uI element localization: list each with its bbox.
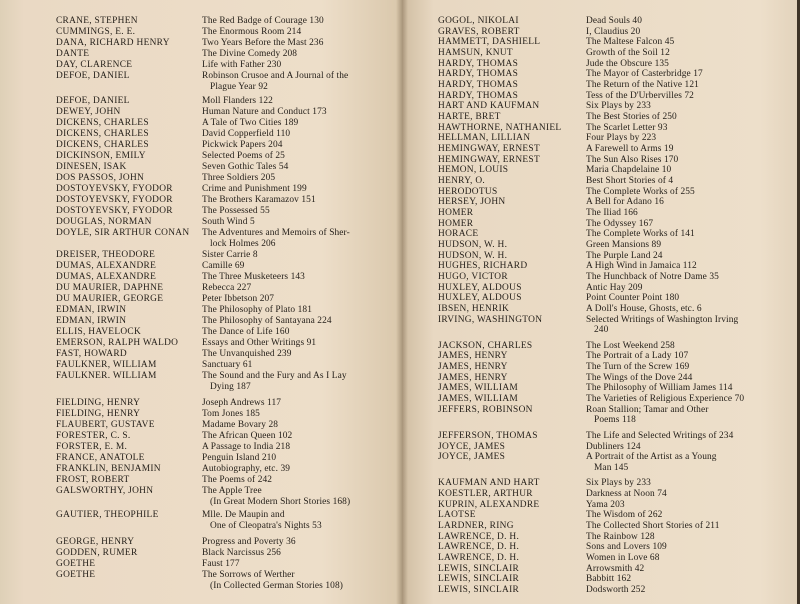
entry-title: Penguin Island 210 — [202, 453, 277, 463]
entry-title: The Sorrows of Werther — [202, 570, 295, 580]
entry-author: GEORGE, HENRY — [56, 537, 135, 547]
entry-title: The Sun Also Rises 170 — [586, 154, 679, 165]
entry-author: EDMAN, IRWIN — [56, 316, 127, 326]
entry-author: LEWIS, SINCLAIR — [438, 574, 520, 585]
entry-author: DOUGLAS, NORMAN — [56, 217, 152, 227]
entry-author: KAUFMAN AND HART — [438, 478, 540, 489]
entry-author: DOSTOYEVSKY, FYODOR — [56, 206, 173, 216]
entry-title: Two Years Before the Mast 236 — [202, 38, 324, 48]
entry-author: GOGOL, NIKOLAI — [438, 16, 519, 26]
entry-title: Progress and Poverty 36 — [202, 537, 296, 547]
entry-author: DU MAURIER, DAPHNE — [56, 283, 164, 293]
entry-author: DOSTOYEVSKY, FYODOR — [56, 184, 173, 194]
entry-title: The Brothers Karamazov 151 — [202, 195, 316, 205]
entry-title: Maria Chapdelaine 10 — [586, 165, 672, 176]
entry-author: GODDEN, RUMER — [56, 548, 138, 558]
entry-author: GRAVES, ROBERT — [438, 26, 520, 37]
entry-title: Jude the Obscure 135 — [586, 58, 669, 69]
entry-author: HAMMETT, DASHIELL — [438, 37, 541, 48]
entry-title: Dodsworth 252 — [586, 585, 646, 595]
entry-author: LAWRENCE, D. H. — [438, 531, 520, 542]
entry-author: EMERSON, RALPH WALDO — [56, 338, 179, 348]
entry-author: DU MAURIER, GEORGE — [56, 294, 164, 304]
entry-author: FRANCE, ANATOLE — [56, 453, 145, 463]
entry-title: Crime and Punishment 199 — [202, 184, 307, 194]
entry-author: GOETHE — [56, 559, 96, 569]
entry-title: The Portrait of a Lady 107 — [586, 351, 689, 362]
entry-author: FORSTER, E. M. — [56, 442, 128, 452]
entry-author: HUGHES, RICHARD — [438, 261, 528, 272]
entry-title: Seven Gothic Tales 54 — [202, 162, 289, 172]
entry-author: HAMSUN, KNUT — [438, 48, 513, 58]
entry-author: HOMER — [438, 207, 474, 218]
entry-title: The Complete Works of 255 — [586, 186, 695, 197]
entry-author: HARTE, BRET — [438, 112, 501, 122]
entry-author: IRVING, WASHINGTON — [438, 314, 543, 325]
entry-title-continuation: One of Cleopatra's Nights 53 — [210, 521, 322, 531]
entry-title: Moll Flanders 122 — [202, 96, 273, 106]
book-gutter — [396, 0, 408, 604]
entry-author: HERSEY, JOHN — [438, 197, 506, 208]
entry-title: Darkness at Noon 74 — [586, 489, 667, 499]
entry-title: A Tale of Two Cities 189 — [202, 118, 299, 128]
entry-title: Sanctuary 61 — [202, 360, 253, 370]
entry-author: LEWIS, SINCLAIR — [438, 585, 520, 595]
entry-title: The Scarlet Letter 93 — [586, 122, 668, 133]
entry-title: The Possessed 55 — [202, 206, 270, 216]
entry-title: The Poems of 242 — [202, 475, 273, 485]
right-page — [402, 0, 800, 604]
entry-title: The Wisdom of 262 — [586, 510, 663, 521]
entry-title: Black Narcissus 256 — [202, 548, 281, 558]
entry-title: The Sound and the Fury and As I Lay — [202, 371, 347, 381]
entry-title: Six Plays by 233 — [586, 478, 651, 489]
entry-title: The African Queen 102 — [202, 431, 293, 441]
entry-author: DUMAS, ALEXANDRE — [56, 272, 157, 282]
entry-author: GAUTIER, THEOPHILE — [56, 510, 159, 520]
entry-title-continuation: (In Collected German Stories 108) — [210, 581, 343, 591]
entry-author: LAOTSE — [438, 510, 476, 521]
entry-author: HOMER — [438, 218, 474, 229]
entry-title: Human Nature and Conduct 173 — [202, 107, 327, 117]
entry-title: Mlle. De Maupin and — [202, 510, 285, 520]
entry-title: Arrowsmith 42 — [586, 563, 645, 574]
entry-title: The Adventures and Memoirs of Sher- — [202, 228, 350, 238]
entry-author: HUDSON, W. H. — [438, 250, 508, 261]
entry-title: Joseph Andrews 117 — [202, 398, 282, 408]
entry-title: Essays and Other Writings 91 — [202, 338, 317, 348]
entry-author: HERODOTUS — [438, 186, 498, 197]
entry-author: KUPRIN, ALEXANDRE — [438, 499, 540, 510]
entry-title: The Philosophy of William James 114 — [586, 383, 733, 394]
entry-title: The Apple Tree — [202, 486, 262, 496]
entry-author: IBSEN, HENRIK — [438, 303, 510, 314]
entry-title: Point Counter Point 180 — [586, 293, 680, 304]
entry-title: The Enormous Room 214 — [202, 27, 302, 37]
entry-title: The Varieties of Religious Experience 70 — [586, 394, 745, 404]
entry-title: Tess of the D'Urbervilles 72 — [586, 90, 694, 101]
entry-title: The Life and Selected Writings of 234 — [586, 430, 734, 441]
entry-title-continuation: Man 145 — [594, 462, 629, 473]
entry-title: Autobiography, etc. 39 — [202, 464, 291, 474]
entry-title: Growth of the Soil 12 — [586, 48, 670, 58]
entry-author: HEMINGWAY, ERNEST — [438, 154, 540, 165]
entry-title: The Lost Weekend 258 — [586, 340, 675, 351]
entry-title-continuation: Poems 118 — [594, 415, 636, 426]
entry-author: DOS PASSOS, JOHN — [56, 173, 145, 183]
entry-title: The Odyssey 167 — [586, 218, 654, 229]
entry-title: Selected Writings of Washington Irving — [586, 314, 739, 325]
entry-title: The Dance of Life 160 — [202, 327, 290, 337]
entry-author: EDMAN, IRWIN — [56, 305, 127, 315]
entry-author: FROST, ROBERT — [56, 475, 130, 485]
entry-author: HARDY, THOMAS — [438, 80, 519, 90]
entry-title: The Wings of the Dove 244 — [586, 372, 693, 383]
entry-author: JAMES, HENRY — [438, 351, 508, 362]
entry-author: DUMAS, ALEXANDRE — [56, 261, 157, 271]
entry-title-continuation: Plague Year 92 — [210, 82, 268, 92]
entry-title: Dubliners 124 — [586, 441, 641, 452]
entry-author: FIELDING, HENRY — [56, 398, 141, 408]
entry-title: The Red Badge of Courage 130 — [202, 16, 324, 26]
entry-title: The Unvanquished 239 — [202, 349, 292, 359]
entry-author: FLAUBERT, GUSTAVE — [56, 420, 155, 430]
entry-author: JOYCE, JAMES — [438, 441, 506, 452]
entry-author: HORACE — [438, 229, 479, 240]
entry-title: Roan Stallion; Tamar and Other — [586, 404, 709, 415]
entry-author: HUGO, VICTOR — [438, 271, 508, 282]
entry-author: HARDY, THOMAS — [438, 69, 519, 80]
entry-title: A Portrait of the Artist as a Young — [586, 452, 717, 463]
entry-title: Life with Father 230 — [202, 60, 282, 70]
entry-author: DAY, CLARENCE — [56, 60, 133, 70]
entry-title: Camille 69 — [202, 261, 245, 271]
entry-title: Peter Ibbetson 207 — [202, 294, 275, 304]
entry-title: The Complete Works of 141 — [586, 229, 695, 240]
entry-author: GOETHE — [56, 570, 96, 580]
entry-author: FAST, HOWARD — [56, 349, 127, 359]
entry-title: The Maltese Falcon 45 — [586, 37, 675, 48]
entry-author: HEMON, LOUIS — [438, 165, 509, 176]
entry-author: DICKENS, CHARLES — [56, 140, 149, 150]
entry-title: Dead Souls 40 — [586, 16, 642, 26]
entry-title: The Hunchback of Notre Dame 35 — [586, 271, 719, 282]
entry-author: KOESTLER, ARTHUR — [438, 489, 533, 499]
entry-title: Antic Hay 209 — [586, 282, 643, 293]
entry-author: FAULKNER, WILLIAM — [56, 360, 157, 370]
entry-title: Faust 177 — [202, 559, 240, 569]
entry-title: Green Mansions 89 — [586, 239, 662, 250]
entry-author: DREISER, THEODORE — [56, 250, 156, 260]
entry-author: HARDY, THOMAS — [438, 58, 519, 69]
entry-author: HUDSON, W. H. — [438, 239, 508, 250]
entry-title: The Return of the Native 121 — [586, 80, 699, 90]
entry-author: LARDNER, RING — [438, 521, 514, 531]
entry-title: Sister Carrie 8 — [202, 250, 258, 260]
entry-title-continuation: Dying 187 — [210, 382, 251, 392]
entry-author: HAWTHORNE, NATHANIEL — [438, 122, 562, 133]
entry-title: The Mayor of Casterbridge 17 — [586, 69, 703, 80]
entry-title: Madame Bovary 28 — [202, 420, 279, 430]
entry-author: JAMES, WILLIAM — [438, 394, 519, 404]
entry-title: The Purple Land 24 — [586, 250, 663, 261]
entry-title-continuation: (In Great Modern Short Stories 168) — [210, 497, 351, 507]
entry-title-continuation: 240 — [594, 325, 609, 336]
entry-title: A Bell for Adano 16 — [586, 197, 664, 208]
entry-author: FORESTER, C. S. — [56, 431, 131, 441]
entry-author: LAWRENCE, D. H. — [438, 542, 520, 553]
entry-author: GALSWORTHY, JOHN — [56, 486, 154, 496]
entry-author: DEWEY, JOHN — [56, 107, 121, 117]
entry-title: A Doll's House, Ghosts, etc. 6 — [586, 303, 702, 314]
entry-title: Yama 203 — [586, 499, 625, 510]
entry-title: Six Plays by 233 — [586, 101, 651, 112]
entry-author: HELLMAN, LILLIAN — [438, 133, 531, 144]
entry-title: A Passage to India 218 — [202, 442, 291, 452]
entry-title: The Best Stories of 250 — [586, 112, 677, 122]
entry-title-continuation: lock Holmes 206 — [210, 239, 276, 249]
entry-author: HUXLEY, ALDOUS — [438, 282, 522, 293]
entry-author: DINESEN, ISAK — [56, 162, 127, 172]
entry-author: JEFFERSON, THOMAS — [438, 430, 538, 441]
entry-title: Four Plays by 223 — [586, 133, 657, 144]
entry-author: DICKINSON, EMILY — [56, 151, 146, 161]
entry-title: The Philosophy of Santayana 224 — [202, 316, 332, 326]
entry-author: DANA, RICHARD HENRY — [56, 38, 170, 48]
entry-title: The Philosophy of Plato 181 — [202, 305, 312, 315]
entry-author: FIELDING, HENRY — [56, 409, 141, 419]
entry-author: HARDY, THOMAS — [438, 90, 519, 101]
entry-title: Three Soldiers 205 — [202, 173, 276, 183]
entry-title: Women in Love 68 — [586, 553, 660, 563]
entry-author: DOYLE, SIR ARTHUR CONAN — [56, 228, 190, 238]
entry-author: JACKSON, CHARLES — [438, 340, 533, 351]
entry-author: JAMES, HENRY — [438, 372, 508, 383]
entry-title: I, Claudius 20 — [586, 26, 641, 37]
entry-author: ELLIS, HAVELOCK — [56, 327, 142, 337]
entry-title: David Copperfield 110 — [202, 129, 291, 139]
entry-title: South Wind 5 — [202, 217, 255, 227]
entry-author: DICKENS, CHARLES — [56, 118, 149, 128]
entry-author: HEMINGWAY, ERNEST — [438, 144, 540, 154]
entry-author: FAULKNER. WILLIAM — [56, 371, 157, 381]
entry-author: FRANKLIN, BENJAMIN — [56, 464, 161, 474]
entry-author: HART AND KAUFMAN — [438, 101, 540, 112]
entry-author: CUMMINGS, E. E. — [56, 27, 136, 37]
entry-title: A High Wind in Jamaica 112 — [586, 261, 697, 272]
entry-title: Rebecca 227 — [202, 283, 252, 293]
entry-title: The Divine Comedy 208 — [202, 49, 298, 59]
entry-author: LAWRENCE, D. H. — [438, 553, 520, 563]
entry-author: DICKENS, CHARLES — [56, 129, 149, 139]
entry-author: HENRY, O. — [438, 175, 486, 186]
entry-author: LEWIS, SINCLAIR — [438, 563, 520, 574]
entry-title: Best Short Stories of 4 — [586, 175, 674, 186]
entry-title: Selected Poems of 25 — [202, 151, 285, 161]
entry-author: JAMES, WILLIAM — [438, 383, 519, 394]
entry-title: The Turn of the Screw 169 — [586, 362, 690, 373]
entry-title: A Farewell to Arms 19 — [586, 144, 674, 154]
entry-author: HUXLEY, ALDOUS — [438, 293, 522, 304]
entry-title: Babbitt 162 — [586, 574, 632, 585]
entry-title: The Iliad 166 — [586, 207, 638, 218]
entry-author: DOSTOYEVSKY, FYODOR — [56, 195, 173, 205]
entry-title: The Rainbow 128 — [586, 531, 655, 542]
entry-title: Pickwick Papers 204 — [202, 140, 283, 150]
entry-author: JAMES, HENRY — [438, 362, 508, 373]
entry-author: JOYCE, JAMES — [438, 452, 506, 463]
entry-title: Robinson Crusoe and A Journal of the — [202, 71, 349, 81]
entry-title: The Three Musketeers 143 — [202, 272, 305, 282]
entry-author: DEFOE, DANIEL — [56, 71, 130, 81]
entry-title: Tom Jones 185 — [202, 409, 260, 419]
entry-author: JEFFERS, ROBINSON — [438, 404, 533, 415]
entry-author: DEFOE, DANIEL — [56, 96, 130, 106]
entry-author: DANTE — [56, 49, 90, 59]
entry-title: Sons and Lovers 109 — [586, 542, 667, 553]
entry-author: CRANE, STEPHEN — [56, 16, 138, 26]
entry-title: The Collected Short Stories of 211 — [586, 521, 720, 531]
